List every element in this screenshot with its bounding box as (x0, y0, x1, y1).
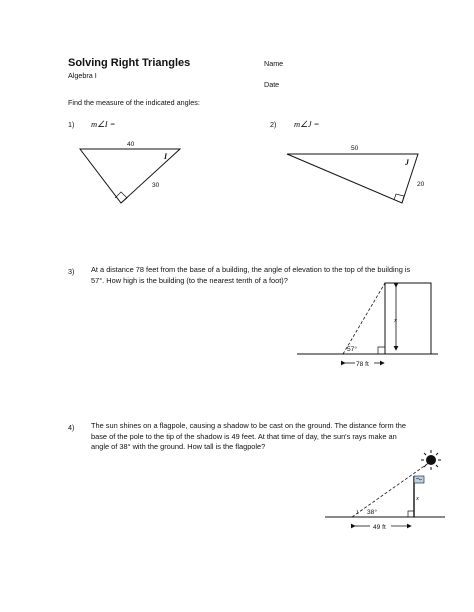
flagpole-height-var: x (416, 495, 419, 502)
flag (414, 476, 424, 483)
angle-38-label: 38° (367, 509, 377, 516)
sun-icon (421, 450, 441, 470)
triangle-1-side-top: 40 (127, 141, 135, 148)
problem-2-number: 2) (270, 120, 277, 129)
problem-1-expression: m∠I = (91, 119, 116, 129)
page-title: Solving Right Triangles (68, 57, 191, 69)
triangle-1-angle-label: I (164, 152, 168, 161)
triangle-2 (287, 145, 425, 203)
right-angle-mark-3 (378, 347, 385, 354)
problem-4-number: 4) (68, 423, 75, 432)
angle-57-label: 57° (347, 346, 357, 353)
problem-4-text: The sun shines on a flagpole, causing a shadow to be cast on the ground. The distance form the base of the pole to the tip of the shadow is 49 feet. At that time of day, the sun's rays make an angle of 38° with the ground. How tall is the flagpole? (91, 421, 406, 451)
problem-3-number: 3) (68, 267, 75, 276)
sun-ray-line (352, 462, 430, 517)
triangle-2-side-top: 50 (351, 145, 359, 152)
building-diagram (297, 283, 438, 368)
triangle-1-side-right: 30 (152, 182, 160, 189)
triangle-1 (80, 141, 180, 203)
problem-3-text: At a distance 78 feet from the base of a building, the angle of elevation to the top of the building is 57°. How high is the building (to the nearest tenth of a foot)? (91, 265, 411, 285)
flagpole-diagram (325, 450, 445, 531)
instructions: Find the measure of the indicated angles: (68, 98, 200, 107)
right-angle-mark-4 (408, 511, 414, 517)
name-label: Name (264, 59, 284, 68)
building-height-var: x (394, 317, 397, 324)
triangle-2-side-right: 20 (417, 181, 425, 188)
course-subtitle: Algebra I (68, 71, 97, 80)
problem-2-expression: m∠J = (294, 119, 320, 129)
triangle-2-angle-label: J (405, 158, 409, 167)
distance-49-label: 49 ft (373, 524, 386, 531)
problem-1-number: 1) (68, 120, 75, 129)
building (385, 283, 431, 354)
distance-78-label: 78 ft (356, 361, 369, 368)
sight-line-3 (343, 283, 385, 354)
date-label: Date (264, 80, 280, 89)
